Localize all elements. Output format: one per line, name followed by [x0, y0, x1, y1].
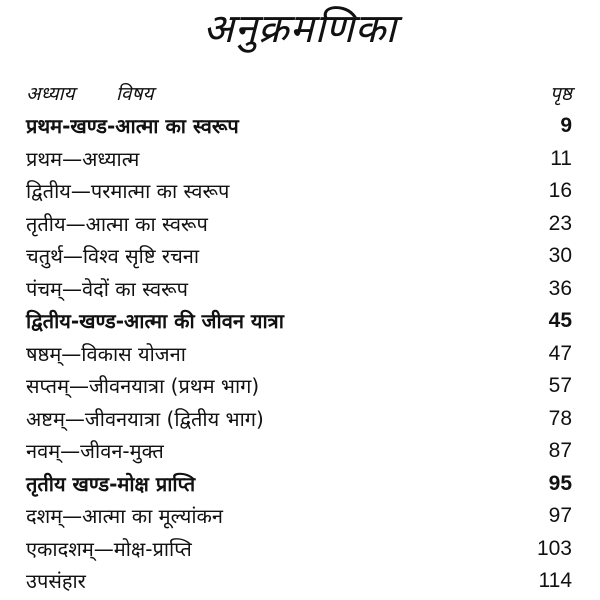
toc-section-row [26, 305, 574, 338]
toc-entry-page: 57 [548, 374, 572, 397]
subject-column-label: विषय [116, 83, 154, 105]
toc-entry-page: 78 [548, 406, 572, 430]
toc-list [26, 110, 574, 598]
toc-section-row [26, 110, 574, 143]
toc-chapter-row [26, 435, 574, 468]
toc-entry-label: एकादशम्—मोक्ष-प्राप्ति [26, 536, 192, 561]
toc-chapter-row [26, 370, 574, 403]
toc-chapter-row [26, 143, 574, 176]
toc-entry-label: नवम्—जीवन-मुक्त [26, 439, 164, 463]
toc-entry-page: 16 [548, 179, 572, 202]
toc-entry-label: तृतीय खण्ड-मोक्ष प्राप्ति [26, 471, 196, 496]
toc-entry-page: 87 [548, 439, 572, 462]
toc-entry-page: 9 [560, 114, 572, 137]
toc-chapter-row [26, 175, 574, 208]
toc-entry-page: 47 [548, 341, 572, 365]
toc-chapter-row [26, 240, 574, 273]
toc-entry-label: सप्तम्—जीवनयात्रा (प्रथम भाग) [26, 374, 260, 398]
toc-entry-label: अष्टम्—जीवनयात्रा (द्वितीय भाग) [26, 406, 264, 431]
toc-section-row [26, 468, 574, 501]
toc-entry-label: दशम्—आत्मा का मूल्यांकन [26, 504, 223, 528]
toc-chapter-row [26, 500, 574, 533]
column-header [26, 80, 574, 108]
toc-entry-label: उपसंहार [26, 569, 86, 593]
toc-entry-label: पंचम्—वेदों का स्वरूप [26, 276, 188, 301]
toc-entry-label: द्वितीय-खण्ड-आत्मा की जीवन यात्रा [26, 309, 284, 333]
toc-entry-page: 36 [548, 276, 572, 300]
toc-entry-page: 97 [548, 504, 572, 527]
toc-entry-label: तृतीय—आत्मा का स्वरूप [26, 211, 208, 236]
toc-entry-page: 103 [536, 536, 572, 560]
toc-entry-page: 114 [538, 569, 572, 592]
toc-chapter-row [26, 208, 574, 241]
toc-entry-page: 11 [550, 146, 572, 170]
toc-entry-page: 23 [548, 211, 572, 235]
toc-entry-page: 30 [548, 244, 572, 267]
toc-chapter-row [26, 565, 574, 598]
chapter-column-label: अध्याय [26, 83, 75, 105]
toc-entry-page: 95 [548, 471, 572, 495]
toc-chapter-row [26, 533, 574, 566]
toc-entry-label: प्रथम-खण्ड-आत्मा का स्वरूप [26, 114, 239, 138]
toc-entry-label: प्रथम—अध्यात्म [26, 146, 140, 171]
toc-entry-label: चतुर्थ—विश्व सृष्टि रचना [26, 244, 200, 268]
toc-entry-label: षष्ठम्—विकास योजना [26, 341, 186, 366]
page-title: अनुक्रमणिका [203, 6, 397, 52]
page-column-label: पृष्ठ [550, 83, 572, 105]
toc-entry-label: द्वितीय—परमात्मा का स्वरूप [26, 179, 230, 203]
toc-chapter-row [26, 338, 574, 371]
toc-chapter-row [26, 403, 574, 436]
toc-chapter-row [26, 273, 574, 306]
toc-entry-page: 45 [548, 309, 572, 332]
